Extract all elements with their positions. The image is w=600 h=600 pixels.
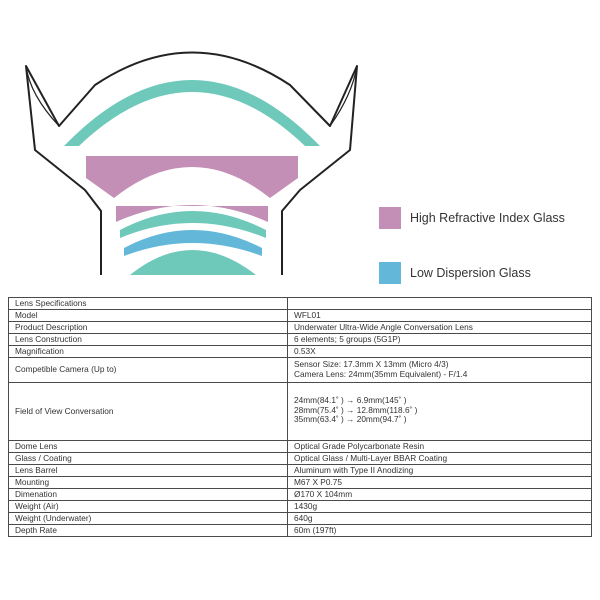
legend-swatch-high-refractive (379, 207, 401, 229)
table-row (9, 383, 592, 441)
rear-lens-element (130, 250, 256, 275)
spec-label: Magnification (9, 346, 288, 358)
spec-value-line: Camera Lens: 24mm(35mm Equivalent) - F/1.4 (294, 369, 468, 379)
spec-value: 6 elements; 5 groups (5G1P) (288, 334, 592, 346)
spec-value: Underwater Ultra-Wide Angle Conversation Lens (288, 322, 592, 334)
spec-value: 1430g (288, 501, 592, 513)
table-row (9, 489, 592, 501)
spec-value: 0.53X (288, 346, 592, 358)
high-refractive-element-1 (86, 156, 298, 198)
table-row (9, 346, 592, 358)
spec-value (288, 358, 592, 383)
spec-value-line: 35mm(63.4˚ ) → 20mm(94.7˚ ) (294, 414, 407, 425)
table-row (9, 501, 592, 513)
spec-value: WFL01 (288, 310, 592, 322)
table-row (9, 441, 592, 453)
table-row (9, 310, 592, 322)
spec-label: Dimenation (9, 489, 288, 501)
table-row (9, 477, 592, 489)
spec-value: Aluminum with Type II Anodizing (288, 465, 592, 477)
spec-value: Ø170 X 104mm (288, 489, 592, 501)
table-row (9, 465, 592, 477)
lens-specifications-table (8, 297, 592, 537)
table-header: Lens Specifications (9, 298, 288, 310)
spec-label: Weight (Air) (9, 501, 288, 513)
spec-label: Glass / Coating (9, 453, 288, 465)
spec-label: Field of View Conversation (9, 383, 288, 441)
legend-low-dispersion (379, 262, 531, 284)
table-row (9, 322, 592, 334)
spec-value: 60m (197ft) (288, 525, 592, 537)
table-row (9, 513, 592, 525)
table-header-row (9, 298, 592, 310)
lens-cross-section-diagram (0, 0, 600, 295)
legend-swatch-low-dispersion (379, 262, 401, 284)
spec-value-line: Sensor Size: 17.3mm X 13mm (Micro 4/3) (294, 359, 449, 370)
spec-value: Optical Glass / Multi-Layer BBAR Coating (288, 453, 592, 465)
spec-value: Optical Grade Polycarbonate Resin (288, 441, 592, 453)
table-row (9, 334, 592, 346)
spec-label: Lens Barrel (9, 465, 288, 477)
spec-label: Model (9, 310, 288, 322)
spec-value (288, 383, 592, 441)
spec-value-line: 24mm(84.1˚ ) → 6.9mm(145˚ ) (294, 395, 407, 406)
lens-housing-inner-edge (26, 66, 357, 126)
spec-value-line: 28mm(75.4˚ ) → 12.8mm(118.6˚ ) (294, 404, 418, 415)
spec-label: Product Description (9, 322, 288, 334)
spec-label: Mounting (9, 477, 288, 489)
spec-label: Lens Construction (9, 334, 288, 346)
legend-high-refractive (379, 207, 565, 229)
spec-value: M67 X P0.75 (288, 477, 592, 489)
spec-label: Depth Rate (9, 525, 288, 537)
legend-label-high-refractive: High Refractive Index Glass (410, 211, 565, 225)
spec-value: 640g (288, 513, 592, 525)
spec-label: Weight (Underwater) (9, 513, 288, 525)
dome-lens (64, 80, 320, 146)
legend-label-low-dispersion: Low Dispersion Glass (410, 266, 531, 280)
table-row (9, 358, 592, 383)
spec-label: Competible Camera (Up to) (9, 358, 288, 383)
table-row (9, 525, 592, 537)
spec-label: Dome Lens (9, 441, 288, 453)
table-row (9, 453, 592, 465)
table-header-empty (288, 298, 592, 310)
